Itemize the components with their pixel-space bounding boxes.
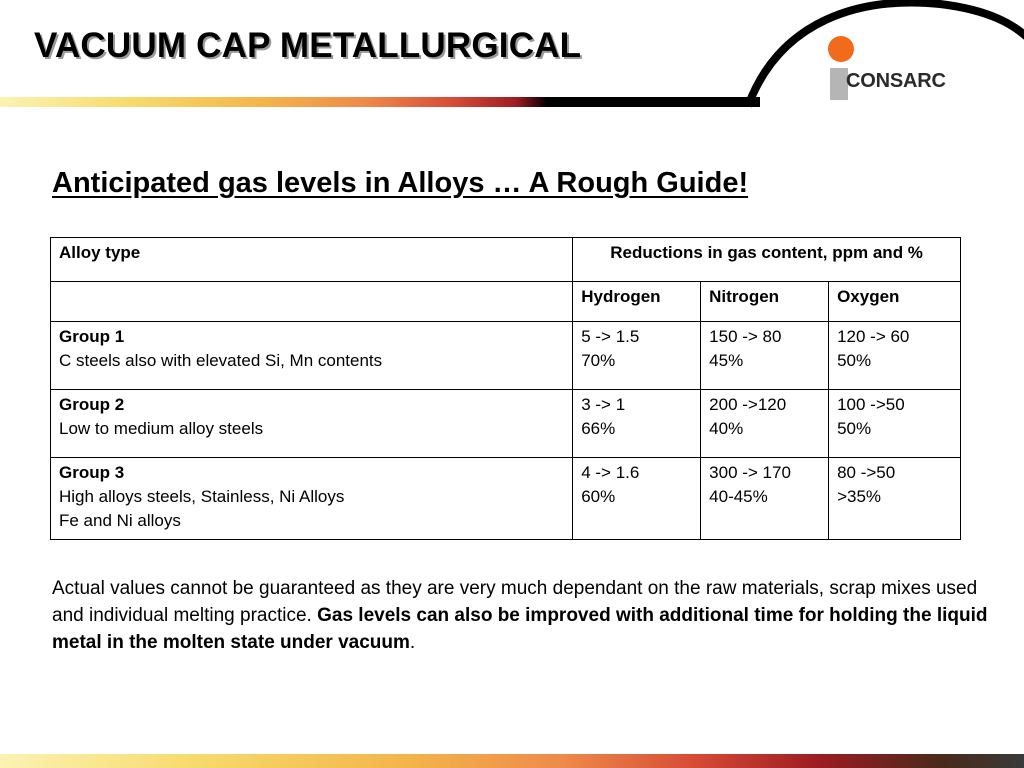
nitrogen-header: Nitrogen [701, 282, 829, 322]
oxygen-percent: 50% [837, 351, 872, 370]
alloy-type-header: Alloy type [51, 238, 573, 282]
hydrogen-cell [573, 322, 701, 390]
footnote-end: . [409, 632, 416, 653]
footnote-bold-text: Gas levels can also be improved with additional time for holding the liquid metal in the molten state under vacuum [52, 605, 988, 653]
nitrogen-cell [701, 390, 829, 458]
nitrogen-percent: 40-45% [709, 487, 768, 506]
hydrogen-percent: 60% [581, 487, 616, 506]
group-name: Group 3 [59, 463, 125, 482]
nitrogen-percent: 40% [709, 419, 744, 438]
oxygen-ppm: 80 ->50 [837, 463, 896, 482]
reductions-header: Reductions in gas content, ppm and % [573, 238, 961, 282]
nitrogen-cell [701, 322, 829, 390]
hydrogen-header: Hydrogen [573, 282, 701, 322]
nitrogen-ppm: 300 -> 170 [709, 463, 791, 482]
table-header-row [51, 238, 961, 282]
gas-levels-table [50, 237, 961, 540]
nitrogen-cell [701, 458, 829, 540]
slide-title: VACUUM CAP METALLURGICAL [34, 26, 582, 65]
hydrogen-percent: 70% [581, 351, 616, 370]
hydrogen-cell [573, 390, 701, 458]
group-description: Fe and Ni alloys [59, 511, 181, 530]
footer-gradient-band [0, 754, 1024, 768]
page-subtitle: Anticipated gas levels in Alloys … A Rough Guide! [52, 167, 749, 199]
group-name: Group 1 [59, 327, 125, 346]
oxygen-cell [829, 390, 961, 458]
group-description: High alloys steels, Stainless, Ni Alloys [59, 487, 345, 506]
empty-cell [51, 282, 573, 322]
alloy-cell [51, 322, 573, 390]
table-row [51, 458, 961, 540]
logo-text: CONSARC [846, 70, 946, 92]
hydrogen-ppm: 3 -> 1 [581, 395, 626, 414]
oxygen-ppm: 120 -> 60 [837, 327, 910, 346]
hydrogen-percent: 66% [581, 419, 616, 438]
table-row [51, 322, 961, 390]
nitrogen-ppm: 150 -> 80 [709, 327, 782, 346]
oxygen-percent: >35% [837, 487, 882, 506]
oxygen-percent: 50% [837, 419, 872, 438]
table-subheader-row [51, 282, 961, 322]
hydrogen-cell [573, 458, 701, 540]
logo-dot-icon [828, 36, 854, 62]
group-description: C steels also with elevated Si, Mn contents [59, 351, 383, 370]
hydrogen-ppm: 4 -> 1.6 [581, 463, 640, 482]
footnote-paragraph [52, 575, 992, 656]
footnote-plain-text: Actual values cannot be guaranteed as they are very much dependant on the raw materials, scrap mixes used and individual melting practice. [52, 578, 978, 626]
consarc-logo [828, 36, 958, 106]
nitrogen-ppm: 200 ->120 [709, 395, 787, 414]
oxygen-header: Oxygen [829, 282, 961, 322]
hydrogen-ppm: 5 -> 1.5 [581, 327, 640, 346]
header-gradient-band [0, 97, 760, 107]
oxygen-ppm: 100 ->50 [837, 395, 905, 414]
alloy-cell [51, 458, 573, 540]
group-description: Low to medium alloy steels [59, 419, 264, 438]
oxygen-cell [829, 322, 961, 390]
alloy-cell [51, 390, 573, 458]
nitrogen-percent: 45% [709, 351, 744, 370]
oxygen-cell [829, 458, 961, 540]
table-row [51, 390, 961, 458]
group-name: Group 2 [59, 395, 125, 414]
